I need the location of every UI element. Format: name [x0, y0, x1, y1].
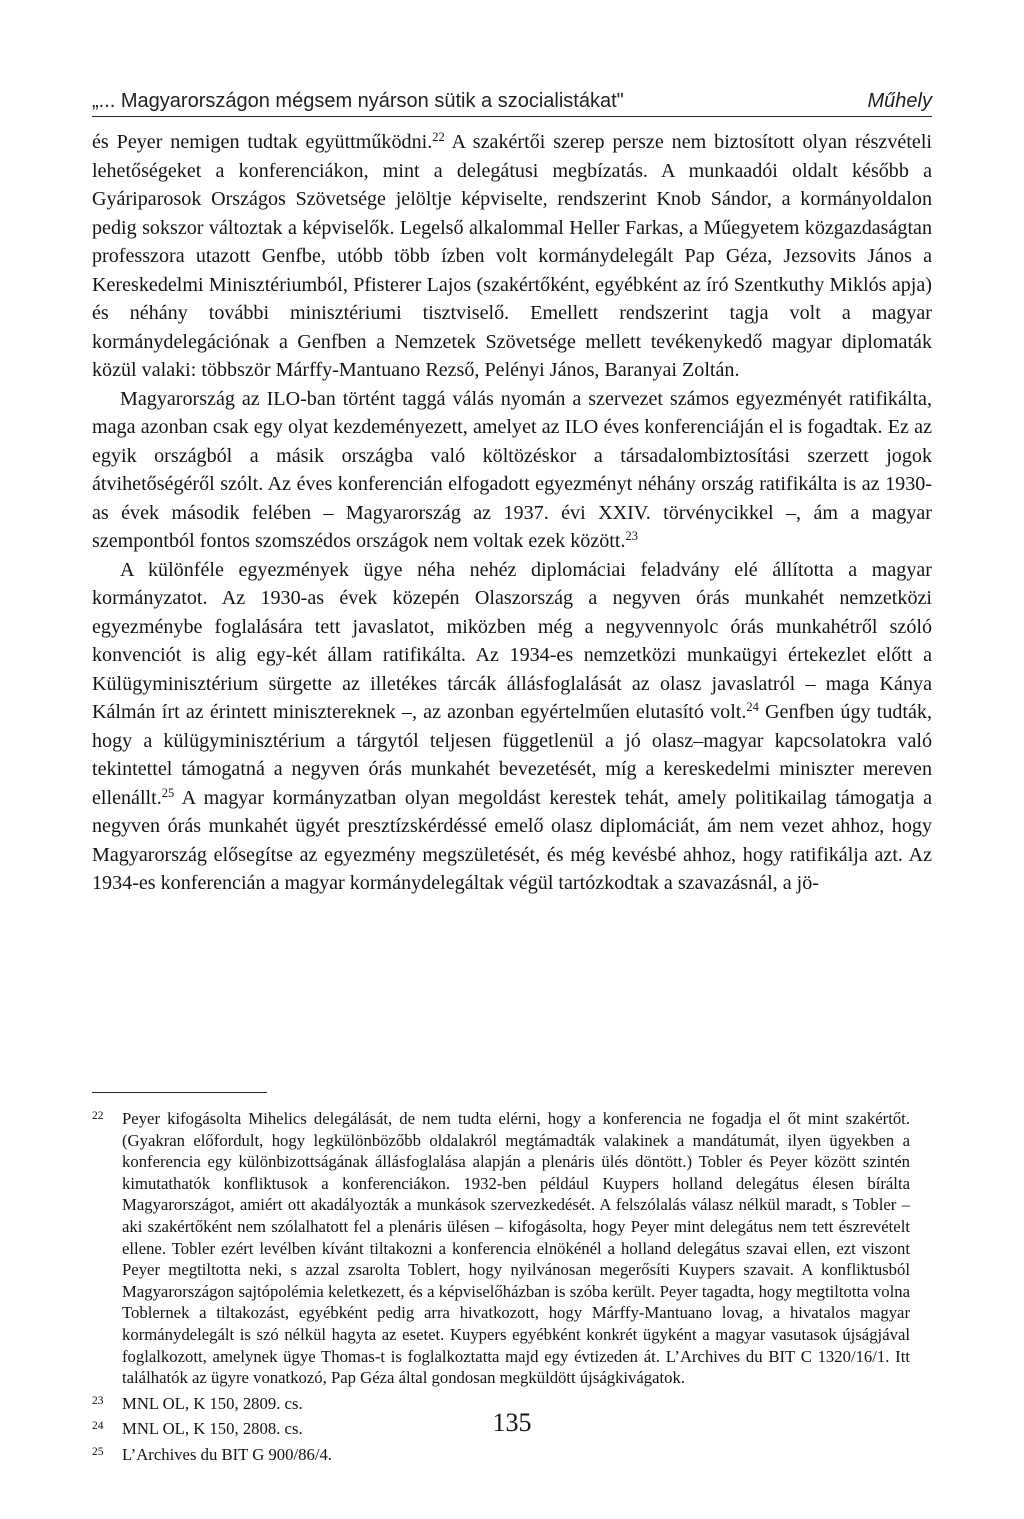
footnote-number: 25: [92, 1445, 104, 1458]
footnote-ref-22: 22: [432, 130, 445, 145]
paragraph-1-text-a: és Peyer nemigen tudtak együttműködni.: [92, 131, 433, 153]
footnote-number: 24: [92, 1420, 104, 1433]
footnote-text: MNL OL, K 150, 2809. cs.: [122, 1393, 303, 1413]
running-title: „... Magyarországon mégsem nyárson sütik a szocialistákat": [92, 90, 624, 112]
paragraph-2: [92, 385, 932, 556]
paragraph-3-text-c: A magyar kormányzatban olyan megoldást kerestek tehát, amely politikailag támogatja a negyven órás munkahét ügyét presztízskérdéssé emelő olasz diplomáciát, ám nem vezet ahhoz, hogy Magyarország elősegítse az egyezmény megszületését, és még kevésbé ahhoz, hogy ratifikálja azt. Az 1934-es konferencián a magyar kormánydelegáltak végül tartózkodtak a szavazásnál, a jö-: [92, 786, 932, 894]
main-text: [92, 128, 932, 898]
footnote-text: L’Archives du BIT G 900/86/4.: [122, 1444, 332, 1464]
footnote-ref-24: 24: [746, 700, 759, 715]
paragraph-2-text: Magyarország az ILO-ban történt taggá válás nyomán a szervezet számos egyezményét ratifikálta, maga azonban csak egy olyat kezdeményezett, amelyet az ILO éves konferenciáján el is fogadtak. Ez az egyik országból a másik országba való költözéskor a társadalombiztosítási szerzett jogok átvihetőségéről szólt. Az éves konferencián elfogadott egyezményt néhány ország ratifikálta is az 1930-as évek második felében – Magyarország az 1937. évi XXIV. törvénycikkel –, ám a magyar szempontból fontos szomszédos országok nem voltak ezek között.: [92, 387, 932, 552]
footnote-divider: [92, 1092, 267, 1093]
paragraph-3-text-b: Genfben úgy tudták, hogy a külügyminisztérium a tárgytól teljesen függetlenül a jó olasz–magyar kapcsolatokra való tekintettel támogatná a negyven órás munkahét bevezetését, míg a kereskedelmi miniszter mereven ellenállt.: [92, 701, 932, 809]
footnote-text: Peyer kifogásolta Mihelics delegálását, de nem tudta elérni, hogy a konferencia ne fogadja el őt mint szakértőt. (Gyakran előfordult, hogy legkülönbözőbb oldalakról megtámadták valakinek a mandátumát, ilyen ügyekben a konferencia egy különbizottságának állásfoglalása alapján a plenáris ülés döntött.) Tobler és Peyer között szintén kimutathatók konfliktusok a konferenciákon. 1932-ben például Kuypers holland delegátus élesen bírálta Magyarországot, amiért ott akadályozták a munkások szervezkedését. A felszólalás válasz nélkül maradt, s Tobler – aki szakértőként nem szólalhatott fel a plenáris ülésen – kifogásolta, hogy Peyer mint delegátus nem tett észrevételt ellene. Tobler ezért levélben kívánt tiltakozni a konferencia elnökénél a holland delegátus szavai ellen, ezt viszont Peyer megtiltotta neki, s azzal zsarolta Toblert, hogy nyilvánosan megerősíti Kuypers szavait. A konfliktusból Magyarországon sajtópolémia keletkezett, és a képviselőházban is szóba került. Peyer tagadta, hogy megtiltotta volna Toblernek a tiltakozást, egyébként pedig arra hivatkozott, hogy Márffy-Mantuano lovag, a hivatalos magyar kormánydelegált is szó nélkül hagyta az esetet. Kuypers egyébként konkrét ügyként a magyar vasutasok újságjával foglalkozott, amelynek ügye Thomas-t is foglalkoztatta majd egy évtizeden át. L’Archives du BIT C 1320/16/1. Itt találhatók az ügyre vonatkozó, Pap Géza által gondosan megküldött újságkivágatok.: [122, 1109, 910, 1388]
footnote-ref-23: 23: [625, 529, 638, 544]
footnote-ref-25: 25: [161, 785, 175, 800]
paragraph-1-text-b: A szakértői szerep persze nem biztosított olyan részvételi lehetőségeket a konferenciákon, mint a delegátusi megbízatás. A munkaadói oldalt később a Gyáriparosok Országos Szövetsége jelöltje képviselte, rendszerint Knob Sándor, a kormányoldalon pedig sokszor változtak a képviselők. Legelső alkalommal Heller Farkas, a Műegyetem közgazdaságtan professzora utazott Genfbe, utóbb több ízben volt kormánydelegált Pap Géza, Jezsovits János a Kereskedelmi Minisztériumból, Pfisterer Lajos (szakértőként, egyébként az író Szentkuthy Miklós apja) és néhány további minisztériumi tisztviselő. Emellett rendszerint tagja volt a magyar kormánydelegációnak a Genfben a Nemzetek Szövetsége mellett tevékenykedő magyar diplomaták közül valaki: többször Márffy-Mantuano Rezső, Pelényi János, Baranyai Zoltán.: [92, 131, 932, 381]
footnote-number: 23: [92, 1394, 104, 1407]
footnote-22: [92, 1108, 910, 1389]
page-number: 135: [492, 1408, 532, 1437]
footnote-25: [92, 1444, 910, 1466]
running-header: [92, 86, 932, 117]
footnote-number: 22: [92, 1110, 104, 1122]
paragraph-1: [92, 128, 932, 385]
footnote-text: MNL OL, K 150, 2808. cs.: [122, 1419, 303, 1439]
paragraph-3-text-a: A különféle egyezmények ügye néha nehéz diplomáciai feladvány elé állította a magyar kormányzatot. Az 1930-as évek közepén Olaszország a negyven órás munkahét nemzetközi egyezménybe foglalására tett javaslatot, miközben még a negyvennyolc órás munkahétről szóló konvenciót is alig egy-két állam ratifikálta. Az 1934-es nemzetközi munkaügyi értekezlet előtt a Külügyminisztérium sürgette az illetékes tárcák állásfoglalását az olasz javaslatról – maga Kánya Kálmán írt az érintett minisztereknek –, az azonban egyértelműen elutasító volt.: [92, 558, 932, 723]
section-label: Műhely: [867, 90, 932, 112]
paragraph-3: [92, 556, 932, 898]
